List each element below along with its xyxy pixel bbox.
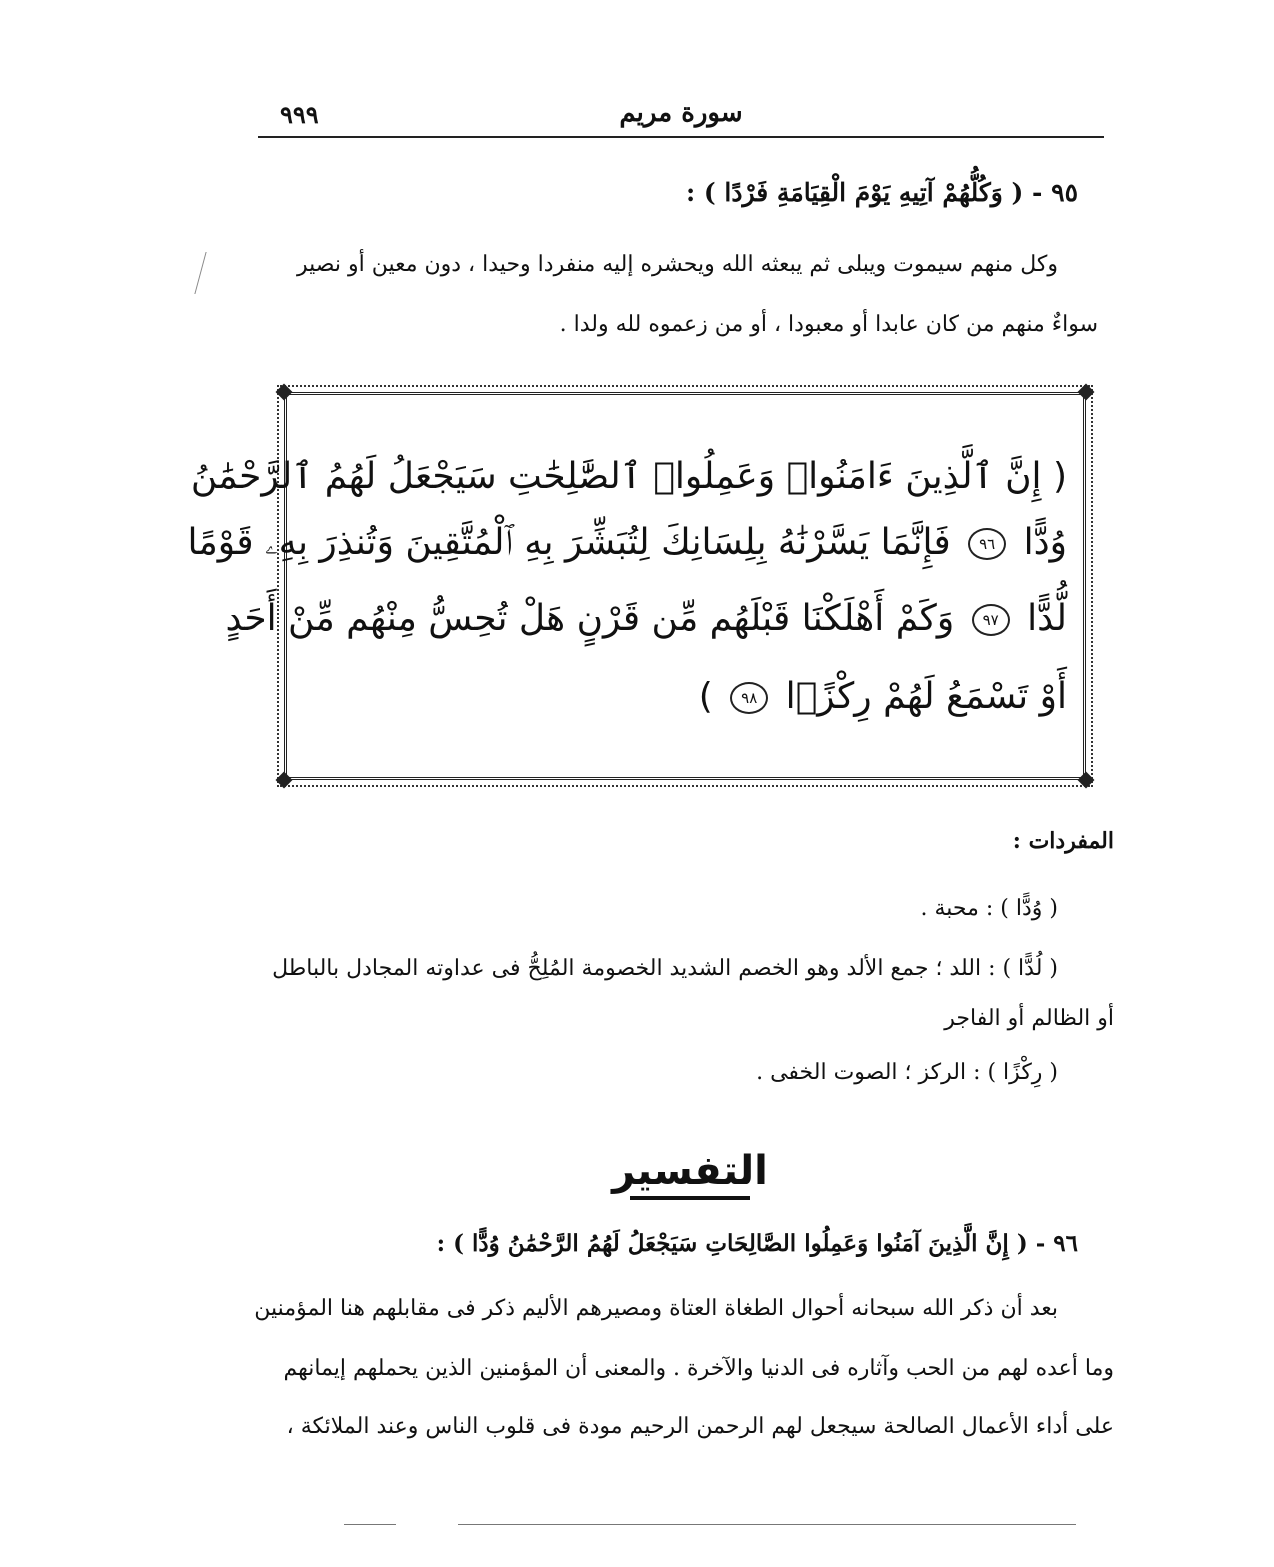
footer-rule <box>458 1524 1076 1525</box>
quran-word: لُّدًّا <box>1027 598 1067 639</box>
tafsir-line-3: على أداء الأعمال الصالحة سيجعل لهم الرحمن الرحيم مودة فى قلوب الناس وعند الملائكة ، <box>286 1414 1114 1439</box>
frame-corner-ornament <box>1078 772 1095 789</box>
tafsir-line-2: وما أعده لهم من الحب وآثاره فى الدنيا والآخرة . والمعنى أن المؤمنين الذين يحملهم إيمانهم <box>283 1356 1114 1381</box>
verse-95-heading: ٩٥ - ( وَكُلُّهُمْ آتِيهِ يَوْمَ الْقِيَامَةِ فَرْدًا ) : <box>685 178 1078 207</box>
verse-number-mark: ٩٨ <box>730 682 768 714</box>
vocab-item-2-cont: أو الظالم أو الفاجر <box>944 1006 1114 1031</box>
quran-line-3 <box>225 598 1067 639</box>
vocab-item-1: ( وُدًّا ) : محبة . <box>920 896 1058 921</box>
vocab-item-3: ( رِكْزًا ) : الركز ؛ الصوت الخفى . <box>756 1060 1058 1085</box>
frame-corner-ornament <box>1078 384 1095 401</box>
vocab-item-2: ( لُدًّا ) : اللد ؛ جمع الألد وهو الخصم الشديد الخصومة المُلِحُّ فى عداوته المجادل بالباطل <box>272 956 1058 981</box>
quran-verse-frame <box>187 392 1086 780</box>
quran-word: وُدًّا <box>1023 522 1067 563</box>
quran-segment: فَإِنَّمَا يَسَّرْنَٰهُ بِلِسَانِكَ لِتُبَشِّرَ بِهِ ٱلْمُتَّقِينَ وَتُنذِرَ بِهِۦ قَوْمًا <box>187 522 951 563</box>
frame-corner-ornament <box>276 772 293 789</box>
surah-title: سورة مريم <box>619 98 743 128</box>
page-number: ٩٩٩ <box>280 100 319 129</box>
page-header <box>258 96 1104 138</box>
vocab-label: المفردات : <box>1012 828 1114 854</box>
quran-close-paren: ) <box>698 676 713 717</box>
quran-line-4 <box>303 676 1067 717</box>
verse-number-mark: ٩٦ <box>968 528 1006 560</box>
quran-line-1: ( إِنَّ ٱلَّذِينَ ءَامَنُوا۟ وَعَمِلُوا۟ ٱلصَّٰلِحَٰتِ سَيَجْعَلُ لَهُمُ ٱلرَّحْمَٰنُ <box>190 456 1067 497</box>
verse-95-line-2: سواءٌ منهم من كان عابدا أو معبودا ، أو من زعموه لله ولدا . <box>559 312 1098 337</box>
quran-segment: أَوْ تَسْمَعُ لَهُمْ رِكْزًۢا <box>785 676 1067 717</box>
frame-corner-ornament <box>276 384 293 401</box>
quran-line-2 <box>187 522 1067 563</box>
margin-pencil-mark <box>194 252 222 294</box>
quran-segment: وَكَمْ أَهْلَكْنَا قَبْلَهُم مِّن قَرْنٍ هَلْ تُحِسُّ مِنْهُم مِّنْ أَحَدٍ <box>225 598 955 639</box>
tafsir-line-1: بعد أن ذكر الله سبحانه أحوال الطغاة العتاة ومصيرهم الأليم ذكر فى مقابلهم هنا المؤمنين <box>254 1296 1058 1321</box>
verse-95-line-1: وكل منهم سيموت ويبلى ثم يبعثه الله ويحشره إليه منفردا وحيدا ، دون معين أو نصير <box>297 252 1058 277</box>
verse-number-mark: ٩٧ <box>972 604 1010 636</box>
verse-96-heading: ٩٦ - ( إِنَّ الَّذِينَ آمَنُوا وَعَمِلُوا الصَّالِحَاتِ سَيَجْعَلُ لَهُمُ الرَّحْمَٰنُ وُدًّا ) : <box>436 1230 1078 1257</box>
footer-rule <box>344 1524 396 1525</box>
tafsir-title: التفسير <box>600 1148 780 1200</box>
